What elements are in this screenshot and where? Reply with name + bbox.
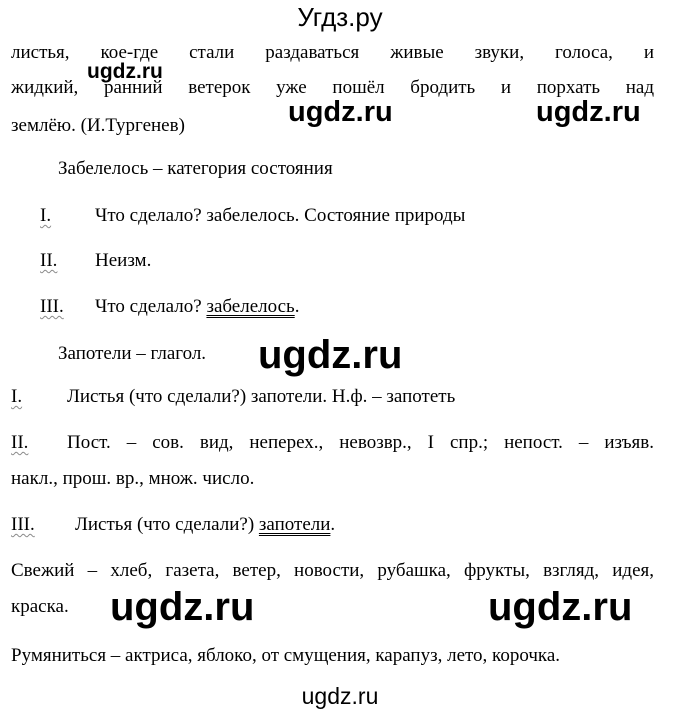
roman-numeral: I.: [11, 386, 23, 407]
analysis-text: .: [294, 296, 300, 317]
roman-numeral: II.: [11, 432, 29, 453]
analysis-line: Неизм.: [95, 250, 152, 271]
watermark: ugdz.ru: [536, 96, 641, 128]
paragraph-line: жидкий, ранний ветерок уже пошёл бродить и порхать над: [11, 77, 654, 98]
watermark: ugdz.ru: [87, 60, 163, 83]
watermark: ugdz.ru: [288, 96, 393, 128]
analysis-text: .: [330, 514, 336, 535]
section-title: Забелелось – категория состояния: [58, 158, 333, 179]
paragraph-line: землёю. (И.Тургенев): [11, 115, 185, 136]
analysis-text: Что сделало?: [95, 296, 207, 317]
analysis-text: Листья (что сделали?): [75, 514, 259, 535]
word-combination-line: Румяниться – актриса, яблоко, от смущения, карапуз, лето, корочка.: [11, 645, 561, 666]
analysis-line: Пост. – сов. вид, неперех., невозвр., I спр.; непост. – изъяв.: [67, 432, 654, 453]
analysis-line: накл., прош. вр., множ. число.: [11, 468, 255, 489]
watermark: ugdz.ru: [488, 585, 633, 629]
roman-numeral: III.: [40, 296, 64, 317]
analysis-line: Что сделало? забелелось. Состояние природы: [95, 205, 466, 226]
roman-numeral: I.: [40, 205, 52, 226]
paragraph-line: листья, кое-где стали раздаваться живые звуки, голоса, и: [11, 42, 654, 63]
roman-numeral: III.: [11, 514, 35, 535]
section-title: Запотели – глагол.: [58, 343, 207, 364]
page-header-title: Угдз.ру: [297, 2, 383, 32]
analysis-line: [75, 514, 335, 536]
underlined-word: забелелось: [206, 296, 295, 317]
watermark: ugdz.ru: [258, 333, 403, 377]
analysis-line: Листья (что сделали?) запотели. Н.ф. – запотеть: [67, 386, 456, 407]
underlined-word: запотели: [258, 514, 331, 535]
watermark: ugdz.ru: [110, 585, 255, 629]
word-combination-line: Свежий – хлеб, газета, ветер, новости, рубашка, фрукты, взгляд, идея,: [11, 560, 654, 581]
roman-numeral: II.: [40, 250, 58, 271]
footer-watermark: ugdz.ru: [301, 683, 379, 709]
analysis-line: [95, 296, 299, 318]
word-combination-line: краска.: [11, 596, 69, 617]
